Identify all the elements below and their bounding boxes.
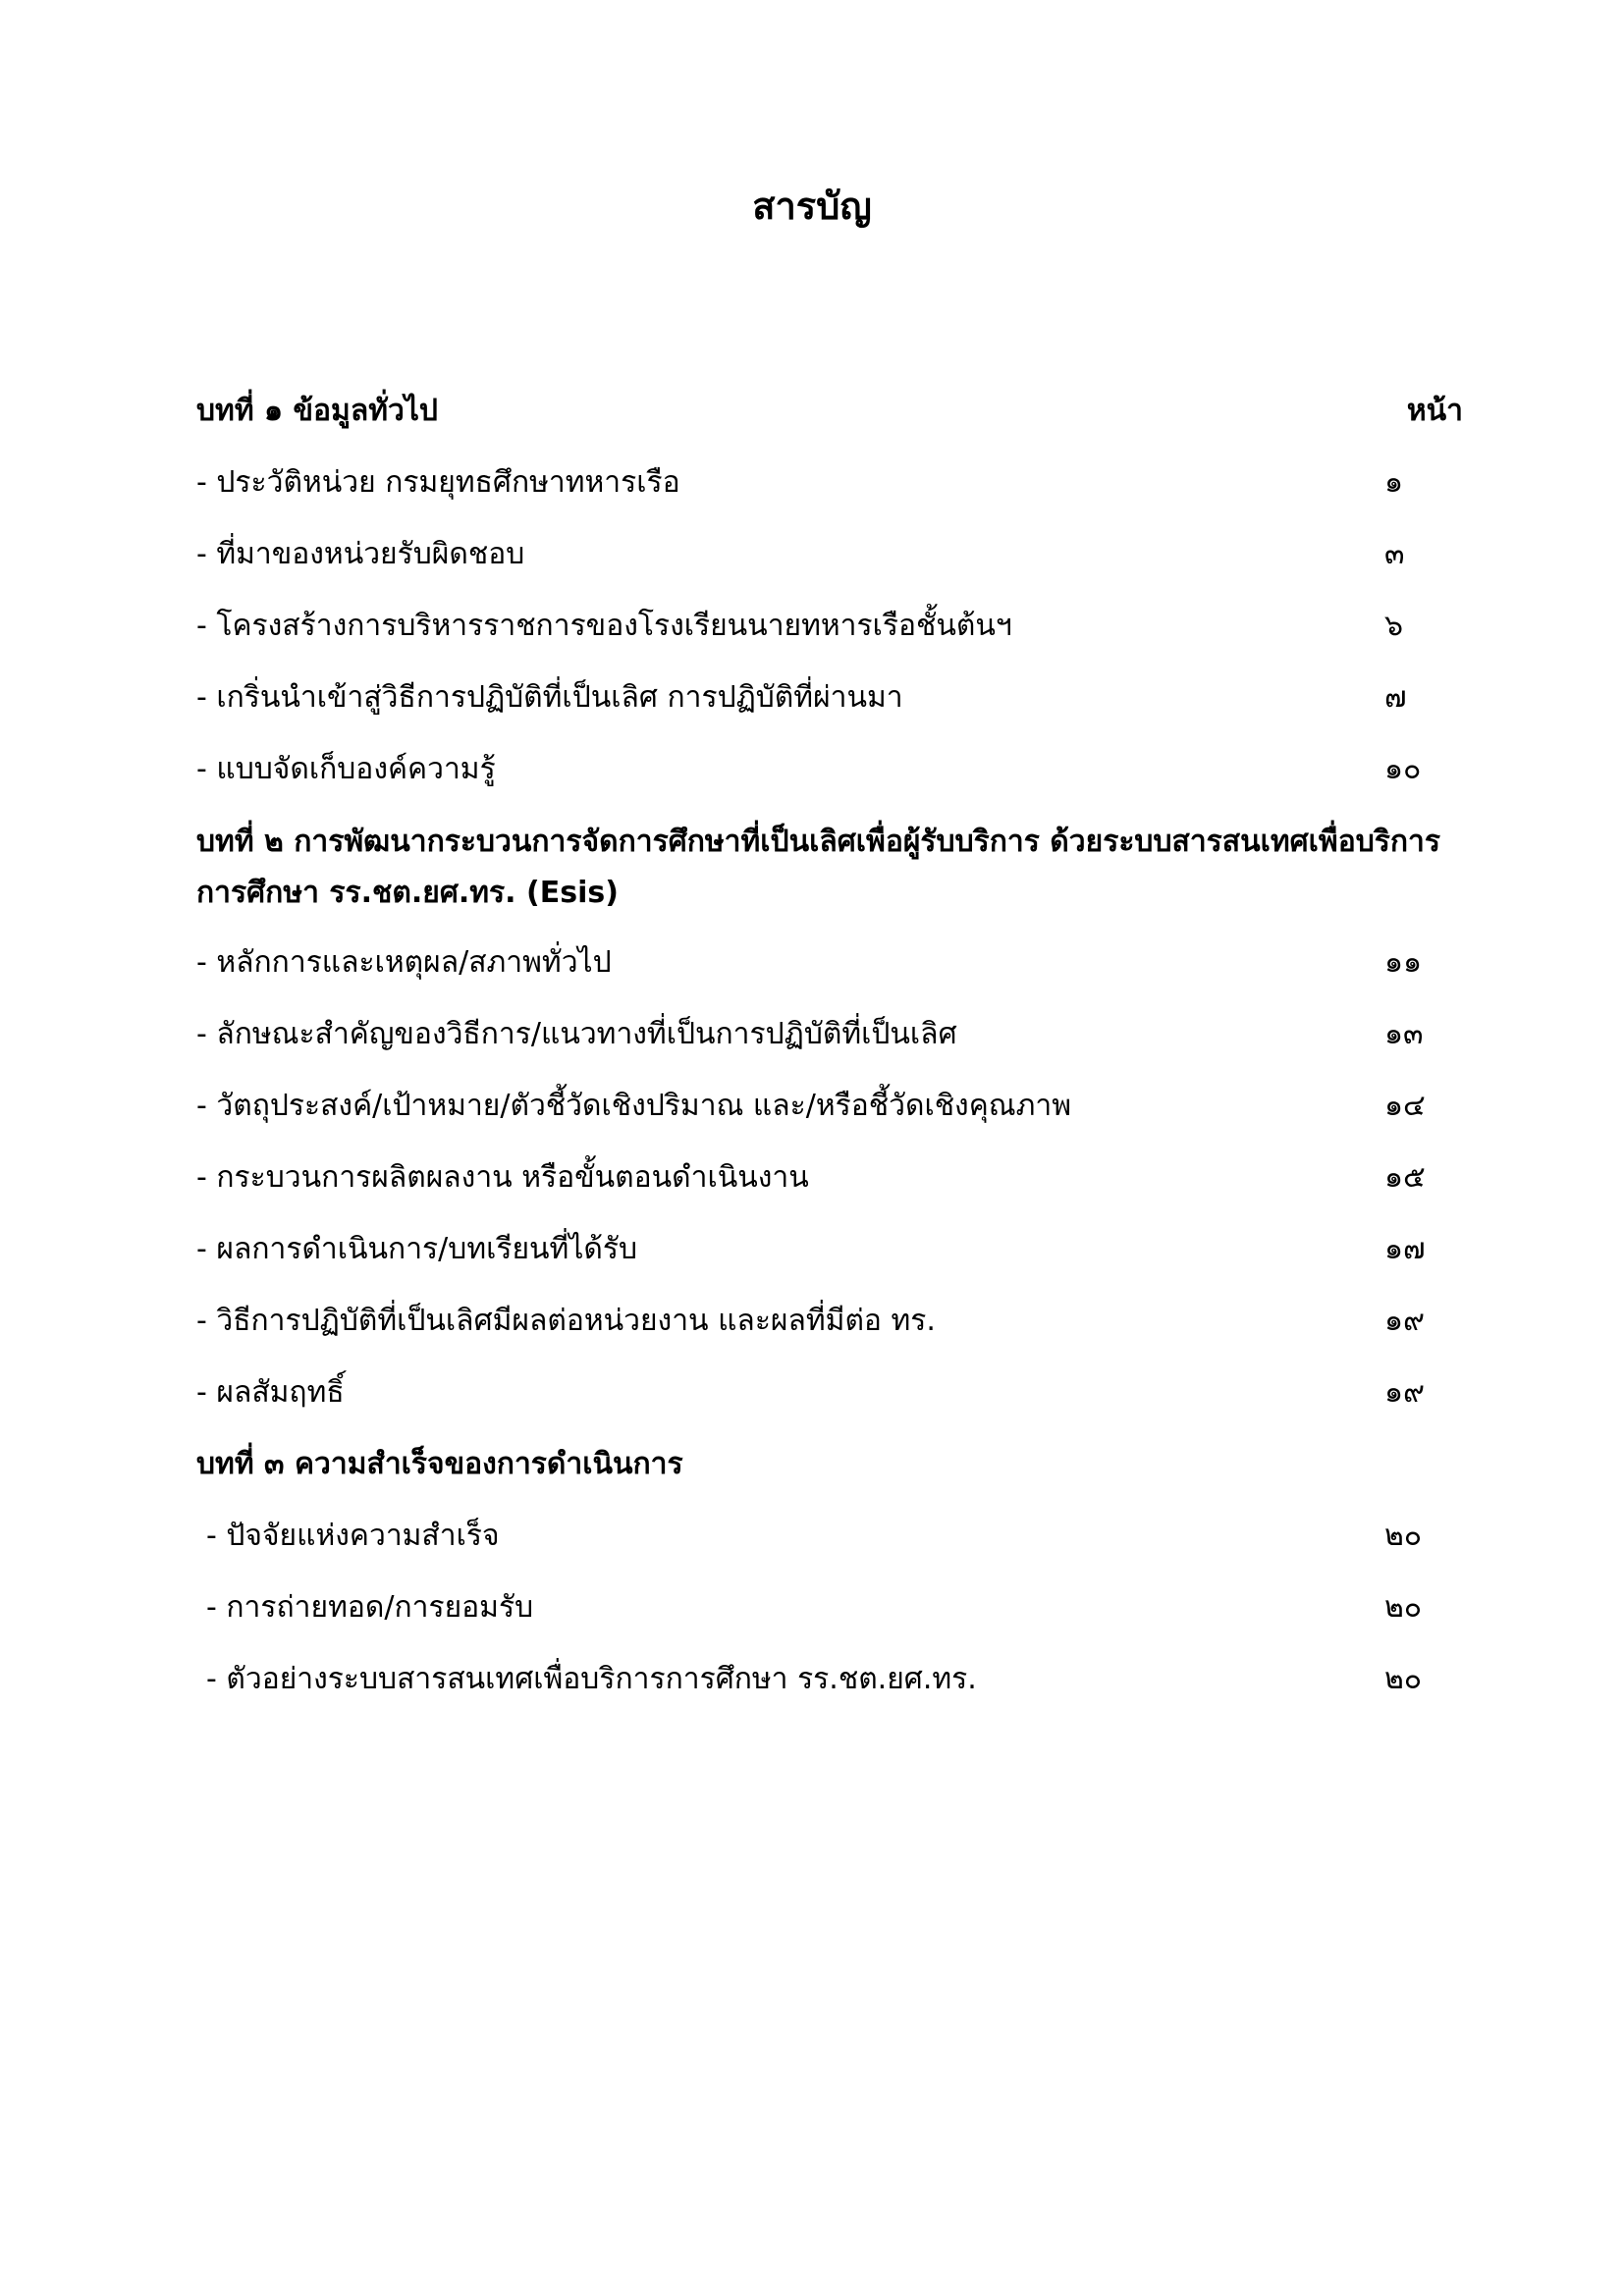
chapter-2-heading: บทที่ ๒ การพัฒนากระบวนการจัดการศึกษาที่เป็นเลิศเพื่อผู้รับบริการ ด้วยระบบสารสนเทศเพื่อบริการการศึกษา รร.ชต.ยศ.ทร. (Esis)	[196, 825, 1441, 910]
toc-entry	[196, 1357, 1463, 1428]
toc-entry	[196, 590, 1463, 662]
chapter-1-heading-row	[196, 375, 1463, 447]
toc-entry	[196, 998, 1463, 1070]
toc-entry-page: ๑๐	[1384, 752, 1422, 786]
toc-entry-text: - ผลการดำเนินการ/บทเรียนที่ได้รับ	[196, 1232, 638, 1266]
toc-entry-text: - แบบจัดเก็บองค์ความรู้	[196, 752, 496, 786]
toc-entry	[196, 733, 1463, 805]
toc-entry-text: - ผลสัมฤทธิ์	[196, 1375, 345, 1410]
toc-entry	[196, 1285, 1463, 1357]
toc-entry-page: ๑๗	[1384, 1232, 1426, 1266]
toc-entry-text: - ปัจจัยแห่งความสำเร็จ	[206, 1519, 500, 1553]
toc-entry	[196, 662, 1463, 733]
page-title: สารบัญ	[752, 185, 872, 228]
toc-entry-text: - ตัวอย่างระบบสารสนเทศเพื่อบริการการศึกษา รร.ชต.ยศ.ทร.	[206, 1662, 977, 1696]
toc-entry-page: ๑	[1384, 465, 1404, 500]
toc-entry-page: ๒๐	[1384, 1662, 1423, 1696]
toc-entry-page: ๖	[1384, 609, 1404, 643]
toc-entry-page: ๑๓	[1384, 1017, 1424, 1051]
toc-entry-page: ๗	[1384, 680, 1407, 715]
toc-entry	[196, 1572, 1463, 1643]
toc-entry-page: ๑๑	[1384, 945, 1423, 980]
toc-entry-page: ๑๙	[1384, 1304, 1426, 1338]
toc-entry-text: - หลักการและเหตุผล/สภาพทั่วไป	[196, 945, 612, 980]
toc-entry-text: - กระบวนการผลิตผลงาน หรือขั้นตอนดำเนินงาน	[196, 1160, 809, 1195]
toc-entry	[196, 927, 1463, 998]
toc-entry-text: - วิธีการปฏิบัติที่เป็นเลิศมีผลต่อหน่วยงาน และผลที่มีต่อ ทร.	[196, 1304, 936, 1338]
chapter-3-heading-row	[196, 1428, 1463, 1500]
toc-entry	[196, 1500, 1463, 1572]
toc-entry-text: - วัตถุประสงค์/เป้าหมาย/ตัวชี้วัดเชิงปริมาณ และ/หรือชี้วัดเชิงคุณภาพ	[196, 1089, 1072, 1123]
toc-entry-text: - เกริ่นนำเข้าสู่วิธีการปฏิบัติที่เป็นเลิศ การปฏิบัติที่ผ่านมา	[196, 680, 903, 715]
toc-entry-page: ๒๐	[1384, 1519, 1423, 1553]
page-column-label: หน้า	[1406, 394, 1463, 428]
toc-entry-page: ๒๐	[1384, 1590, 1423, 1625]
toc-entry-page: ๑๙	[1384, 1375, 1426, 1410]
toc-entry-text: - ประวัติหน่วย กรมยุทธศึกษาทหารเรือ	[196, 465, 680, 500]
toc-entry-text: - โครงสร้างการบริหารราชการของโรงเรียนนายทหารเรือชั้นต้นฯ	[196, 609, 1012, 643]
chapter-3-heading: บทที่ ๓ ความสำเร็จของการดำเนินการ	[196, 1447, 683, 1481]
toc-entry-page: ๑๕	[1384, 1160, 1426, 1195]
toc-entry	[196, 447, 1463, 518]
toc-entry-text: - การถ่ายทอด/การยอมรับ	[206, 1590, 534, 1625]
toc-entry-text: - ลักษณะสำคัญของวิธีการ/แนวทางที่เป็นการปฏิบัติที่เป็นเลิศ	[196, 1017, 957, 1051]
toc-entry-text: - ที่มาของหน่วยรับผิดชอบ	[196, 537, 525, 571]
table-of-contents	[196, 375, 1463, 1715]
toc-entry	[196, 1643, 1463, 1715]
toc-entry	[196, 1213, 1463, 1285]
chapter-1-heading: บทที่ ๑ ข้อมูลทั่วไป	[196, 394, 438, 428]
toc-entry-page: ๑๔	[1384, 1089, 1426, 1123]
toc-entry-page: ๓	[1384, 537, 1405, 571]
chapter-2-heading-row	[196, 805, 1463, 927]
toc-entry	[196, 1070, 1463, 1142]
toc-entry	[196, 518, 1463, 590]
toc-entry	[196, 1142, 1463, 1213]
